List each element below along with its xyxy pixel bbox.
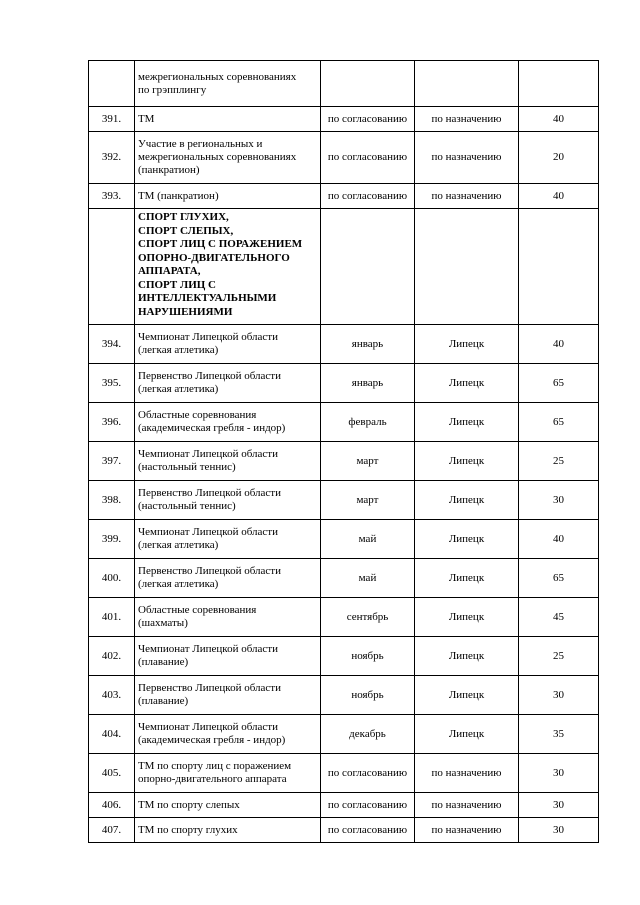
participant-count: 40 xyxy=(519,520,599,559)
participant-count xyxy=(519,61,599,107)
table-row xyxy=(89,61,599,107)
event-place: Липецк xyxy=(415,520,519,559)
participant-count: 40 xyxy=(519,107,599,132)
event-date: по согласованию xyxy=(321,818,415,843)
table-row xyxy=(89,715,599,754)
event-date: по согласованию xyxy=(321,793,415,818)
participant-count: 65 xyxy=(519,364,599,403)
event-date xyxy=(321,61,415,107)
event-name: ТМ по спорту лиц с поражением опорно-двигательного аппарата xyxy=(135,754,321,793)
table-row xyxy=(89,364,599,403)
event-date: сентябрь xyxy=(321,598,415,637)
participant-count: 65 xyxy=(519,403,599,442)
participant-count: 20 xyxy=(519,132,599,184)
table-row xyxy=(89,637,599,676)
participant-count: 30 xyxy=(519,818,599,843)
event-name: ТМ по спорту глухих xyxy=(135,818,321,843)
event-place: Липецк xyxy=(415,559,519,598)
event-date: май xyxy=(321,520,415,559)
participant-count: 30 xyxy=(519,754,599,793)
event-date: ноябрь xyxy=(321,676,415,715)
event-name: Первенство Липецкой области (легкая атлетика) xyxy=(135,559,321,598)
table-row xyxy=(89,520,599,559)
table-row xyxy=(89,107,599,132)
row-number: 400. xyxy=(89,559,135,598)
event-place xyxy=(415,61,519,107)
event-date: по согласованию xyxy=(321,107,415,132)
event-place: Липецк xyxy=(415,403,519,442)
event-name: ТМ (панкратион) xyxy=(135,184,321,209)
event-date: январь xyxy=(321,325,415,364)
row-number: 399. xyxy=(89,520,135,559)
event-name: ТМ xyxy=(135,107,321,132)
event-date: по согласованию xyxy=(321,184,415,209)
event-place: по назначению xyxy=(415,793,519,818)
event-date: по согласованию xyxy=(321,754,415,793)
row-number: 393. xyxy=(89,184,135,209)
participant-count: 30 xyxy=(519,793,599,818)
event-date: февраль xyxy=(321,403,415,442)
row-number: 402. xyxy=(89,637,135,676)
row-number: 407. xyxy=(89,818,135,843)
table-row xyxy=(89,559,599,598)
row-number: 398. xyxy=(89,481,135,520)
event-date: декабрь xyxy=(321,715,415,754)
table-row xyxy=(89,325,599,364)
row-number xyxy=(89,209,135,325)
event-name: ТМ по спорту слепых xyxy=(135,793,321,818)
event-place: Липецк xyxy=(415,442,519,481)
table-row xyxy=(89,793,599,818)
event-place: по назначению xyxy=(415,184,519,209)
event-place xyxy=(415,209,519,325)
row-number: 394. xyxy=(89,325,135,364)
row-number: 391. xyxy=(89,107,135,132)
row-number xyxy=(89,61,135,107)
event-place: Липецк xyxy=(415,364,519,403)
event-name: Чемпионат Липецкой области (академическая гребля - индор) xyxy=(135,715,321,754)
table-row xyxy=(89,754,599,793)
event-place: Липецк xyxy=(415,676,519,715)
participant-count: 65 xyxy=(519,559,599,598)
event-name: Чемпионат Липецкой области (легкая атлетика) xyxy=(135,325,321,364)
event-name: межрегиональных соревнованиях по грэпплингу xyxy=(135,61,321,107)
event-date xyxy=(321,209,415,325)
events-table xyxy=(88,60,599,843)
event-date: ноябрь xyxy=(321,637,415,676)
table-row xyxy=(89,818,599,843)
table-row xyxy=(89,132,599,184)
event-place: по назначению xyxy=(415,107,519,132)
event-name: Первенство Липецкой области (настольный теннис) xyxy=(135,481,321,520)
participant-count: 25 xyxy=(519,637,599,676)
event-place: по назначению xyxy=(415,132,519,184)
participant-count: 40 xyxy=(519,184,599,209)
section-header-row xyxy=(89,209,599,325)
event-name: Областные соревнования (академическая гребля - индор) xyxy=(135,403,321,442)
table-row xyxy=(89,184,599,209)
event-place: Липецк xyxy=(415,325,519,364)
event-name: Участие в региональных и межрегиональных соревнованиях (панкратион) xyxy=(135,132,321,184)
participant-count: 25 xyxy=(519,442,599,481)
event-date: по согласованию xyxy=(321,132,415,184)
event-place: по назначению xyxy=(415,754,519,793)
row-number: 404. xyxy=(89,715,135,754)
row-number: 405. xyxy=(89,754,135,793)
table-row xyxy=(89,403,599,442)
event-name: Чемпионат Липецкой области (настольный теннис) xyxy=(135,442,321,481)
participant-count: 45 xyxy=(519,598,599,637)
participant-count: 35 xyxy=(519,715,599,754)
event-date: март xyxy=(321,481,415,520)
event-place: Липецк xyxy=(415,481,519,520)
row-number: 403. xyxy=(89,676,135,715)
event-place: по назначению xyxy=(415,818,519,843)
participant-count: 40 xyxy=(519,325,599,364)
event-place: Липецк xyxy=(415,637,519,676)
row-number: 392. xyxy=(89,132,135,184)
participant-count xyxy=(519,209,599,325)
event-place: Липецк xyxy=(415,598,519,637)
event-date: январь xyxy=(321,364,415,403)
events-table-body xyxy=(89,61,599,843)
event-date: март xyxy=(321,442,415,481)
event-date: май xyxy=(321,559,415,598)
row-number: 395. xyxy=(89,364,135,403)
event-name: Первенство Липецкой области (легкая атлетика) xyxy=(135,364,321,403)
row-number: 397. xyxy=(89,442,135,481)
participant-count: 30 xyxy=(519,481,599,520)
event-name: Областные соревнования (шахматы) xyxy=(135,598,321,637)
participant-count: 30 xyxy=(519,676,599,715)
row-number: 401. xyxy=(89,598,135,637)
event-name: Чемпионат Липецкой области (легкая атлетика) xyxy=(135,520,321,559)
row-number: 406. xyxy=(89,793,135,818)
event-name: СПОРТ ГЛУХИХ, СПОРТ СЛЕПЫХ, СПОРТ ЛИЦ С ПОРАЖЕНИЕМ ОПОРНО-ДВИГАТЕЛЬНОГО АППАРАТА, СПОРТ ЛИЦ С ИНТЕЛЛЕКТУАЛЬНЫМИ НАРУШЕНИЯМИ xyxy=(135,209,321,325)
table-row xyxy=(89,676,599,715)
event-place: Липецк xyxy=(415,715,519,754)
table-row xyxy=(89,598,599,637)
row-number: 396. xyxy=(89,403,135,442)
table-row xyxy=(89,442,599,481)
event-name: Первенство Липецкой области (плавание) xyxy=(135,676,321,715)
table-row xyxy=(89,481,599,520)
event-name: Чемпионат Липецкой области (плавание) xyxy=(135,637,321,676)
